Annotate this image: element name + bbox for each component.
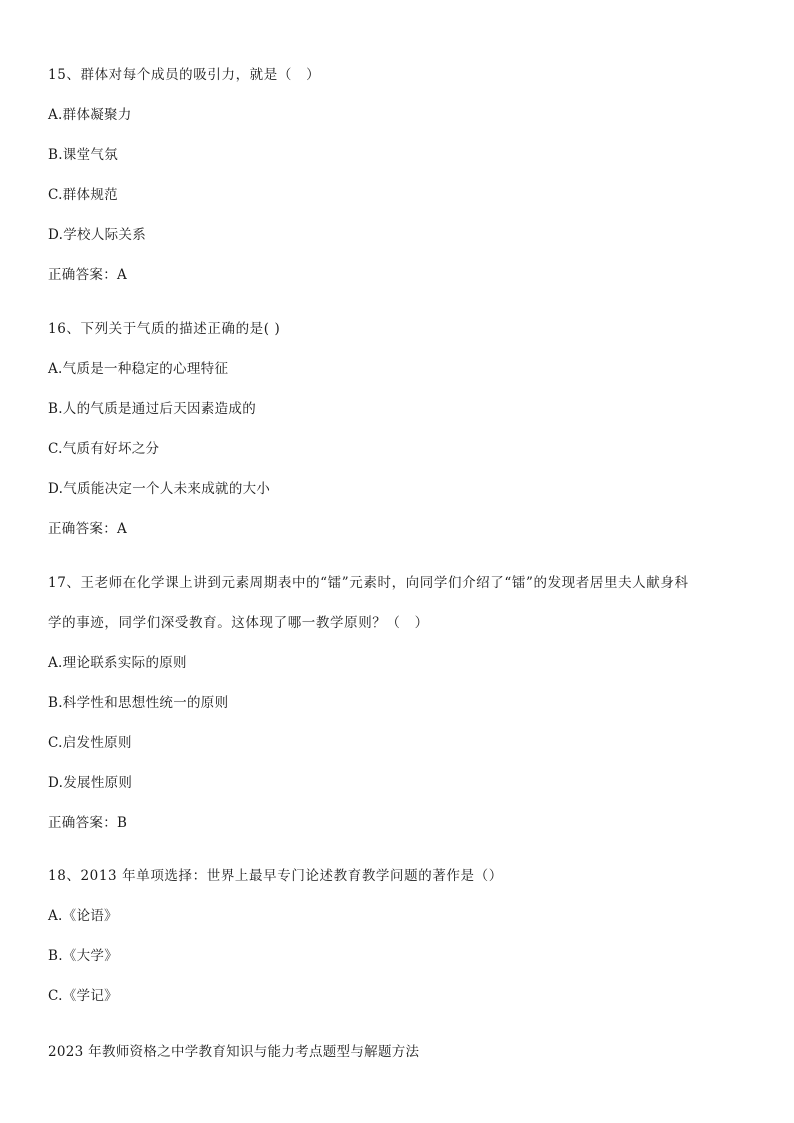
question-16-option-d: D.气质能决定一个人未来成就的大小 — [48, 481, 271, 497]
question-17-stem-line-1: 17、王老师在化学课上讲到元素周期表中的“镭”元素时，向同学们介绍了“镭”的发现者居里夫人献身科 — [48, 575, 689, 591]
question-16-answer: 正确答案：A — [48, 521, 128, 537]
question-17-option-d: D.发展性原则 — [48, 775, 133, 791]
question-15-answer: 正确答案：A — [48, 267, 128, 283]
question-15-option-c: C.群体规范 — [48, 187, 118, 203]
question-18-option-a: A.《论语》 — [48, 908, 118, 924]
question-15-stem: 15、群体对每个成员的吸引力，就是（ ） — [48, 67, 321, 83]
page-footer: 2023 年教师资格之中学教育知识与能力考点题型与解题方法 — [48, 1044, 420, 1060]
question-18-option-c: C.《学记》 — [48, 988, 118, 1004]
question-16-option-b: B.人的气质是通过后天因素造成的 — [48, 401, 257, 417]
question-17-option-b: B.科学性和思想性统一的原则 — [48, 695, 229, 711]
question-18-option-b: B.《大学》 — [48, 948, 119, 964]
question-17-answer: 正确答案：B — [48, 815, 128, 831]
question-15-option-a: A.群体凝聚力 — [48, 107, 132, 123]
question-16-option-c: C.气质有好坏之分 — [48, 441, 160, 457]
question-15-option-b: B.课堂气氛 — [48, 147, 119, 163]
question-18-stem: 18、2013 年单项选择：世界上最早专门论述教育教学问题的著作是（） — [48, 868, 503, 884]
question-17-option-a: A.理论联系实际的原则 — [48, 655, 187, 671]
question-16-option-a: A.气质是一种稳定的心理特征 — [48, 361, 229, 377]
question-17-option-c: C.启发性原则 — [48, 735, 132, 751]
question-17-stem-line-2: 学的事迹，同学们深受教育。这体现了哪一教学原则？（ ） — [48, 615, 429, 631]
question-15-option-d: D.学校人际关系 — [48, 227, 147, 243]
question-16-stem: 16、下列关于气质的描述正确的是( ) — [48, 321, 281, 337]
